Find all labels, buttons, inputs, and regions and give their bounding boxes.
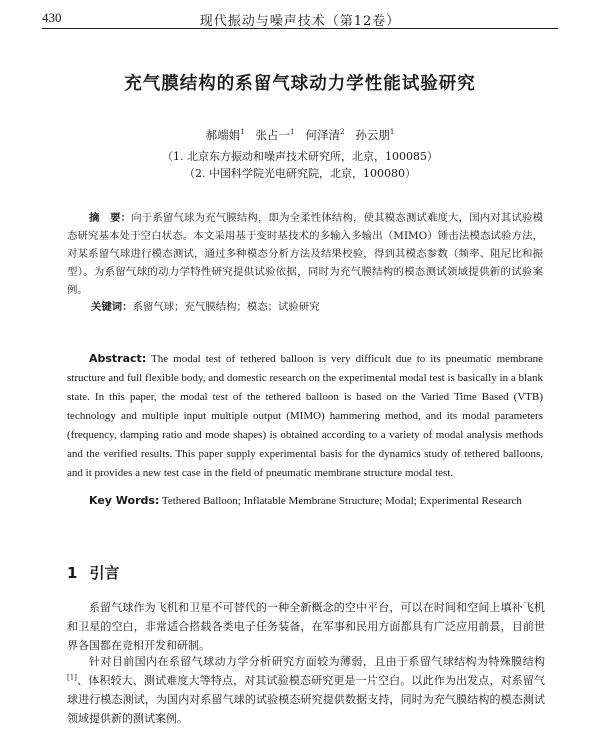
- body-paragraph: 系留气球作为飞机和卫星不可替代的一种全新概念的空中平台，可以在时间和空间上填补飞机和卫星的空白，非常适合搭载各类电子任务装备，在军事和民用方面都具有广泛应用前景，目前世界各国都在竞相开发和研制。: [67, 601, 545, 652]
- page-number: 430: [42, 10, 62, 25]
- english-abstract-text: The modal test of tethered balloon is very difficult due to its pneumatic membrane structure and full flexible body, and domestic research on the experimental modal test is basically in a blank state. In this paper, the modal test of the tethered balloon is based on the Varied Time Based (VTB) technology and multiple input multiple output (MIMO) hammering method, and its modal parameters (frequency, damping ratio and mode shapes) is obtained according to a variety of modal analysis methods and the verified results. This paper supply experimental basis for the dynamics study of tethered balloons, and it provides a new test case in the field of pneumatic membrane structure modal test.: [67, 353, 543, 479]
- chinese-abstract-text: 向于系留气球为充气膜结构，即为全柔性体结构，使其模态测试难度大，国内对其试验模态研究基本处于空白状态。本文采用基于变时基技术的多输入多输出（MIMO）锤击法模态试验方法，对某系留气球进行模态测试，通过多种模态分析方法及结果校验，得到其模态参数（频率、阻尼比和振型）。为系留气球的动力学特性研究提供试验依据，同时为充气膜结构的模态测试领域提供新的试验案例。: [67, 212, 543, 296]
- english-keywords-text: Tethered Balloon; Inflatable Membrane Structure; Modal; Experimental Research: [161, 495, 522, 507]
- english-keywords-label: Key Words:: [89, 494, 160, 507]
- chinese-keywords-label: 关键词：: [91, 301, 133, 313]
- author-list: [0, 127, 600, 143]
- chinese-keywords: [91, 298, 320, 313]
- author-name: 郝端娟: [205, 128, 241, 142]
- chinese-abstract: [67, 209, 543, 299]
- paragraph-text: 、体积较大、测试难度大等特点，对其试验模态研究更是一片空白。以此作为出发点，对系留气球进行模态测试，为国内对系留气球的试验模态研究提供数据支持，同时为充气膜结构的模态测试领域提供新的测试案例。: [67, 674, 545, 725]
- author-name: 何泽清: [305, 128, 340, 142]
- paragraph-text: 针对目前国内在系留气球动力学分析研究方面较为薄弱，且由于系留气球结构为特殊膜结构: [89, 655, 545, 668]
- english-keywords: [67, 491, 543, 511]
- running-header: [42, 8, 558, 29]
- section-heading: [67, 562, 119, 583]
- affiliation-1: （1. 北京东方振动和噪声技术研究所，北京，100085）: [162, 150, 438, 163]
- section-title: 引言: [89, 564, 120, 582]
- body-paragraph: [67, 652, 545, 728]
- chinese-abstract-label: 摘 要：: [89, 212, 132, 224]
- citation-reference: [1]: [67, 673, 77, 682]
- section-number: 1: [67, 564, 78, 582]
- author-affiliation-mark: 1: [240, 128, 245, 137]
- affiliation-2: （2. 中国科学院光电研究院，北京，100080）: [184, 167, 416, 180]
- author-name: 孙云朋: [355, 128, 390, 142]
- english-abstract: [67, 349, 543, 483]
- english-abstract-label: Abstract:: [89, 352, 147, 365]
- journal-title: 现代振动与噪声技术（第12卷）: [199, 14, 401, 29]
- author-affiliation-mark: 1: [389, 128, 395, 137]
- author-name: 张占一: [255, 128, 291, 142]
- chinese-keywords-text: 系留气球；充气膜结构；模态；试验研究: [132, 301, 320, 313]
- author-affiliation-mark: 1: [290, 128, 295, 137]
- author-affiliation-mark: 2: [339, 128, 345, 137]
- paper-title: 充气膜结构的系留气球动力学性能试验研究: [124, 74, 476, 94]
